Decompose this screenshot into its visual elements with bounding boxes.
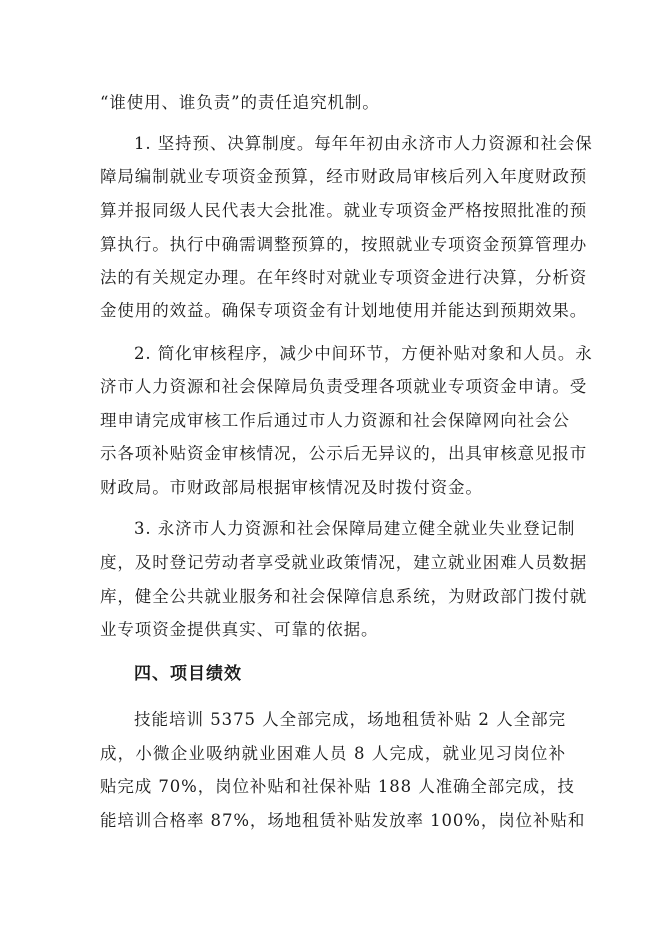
paragraph-2-line-1: 2. 简化审核程序，减少中间环节，方便补贴对象和人员。永 [134,344,593,363]
performance-line-1: 技能培训 5375 人全部完成，场地租赁补贴 2 人全部完 [134,710,566,729]
paragraph-2-line-3: 理申请完成审核工作后通过市人力资源和社会保障网向社会公 [100,411,570,430]
intro-line: “谁使用、谁负责”的责任追究机制。 [100,93,380,112]
paragraph-1-line-3: 算并报同级人民代表大会批准。就业专项资金严格按照批准的预 [100,201,588,220]
paragraph-3-line-3: 库，健全公共就业服务和社会保障信息系统，为财政部门拨付就 [100,587,588,606]
paragraph-2-line-2: 济市人力资源和社会保障局负责受理各项就业专项资金申请。受 [100,377,588,396]
performance-line-2: 成，小微企业吸纳就业困难人员 8 人完成，就业见习岗位补 [100,744,566,763]
paragraph-2-line-4: 示各项补贴资金审核情况，公示后无异议的，出具审核意见报市 [100,444,588,463]
paragraph-3-line-4: 业专项资金提供真实、可靠的依据。 [100,620,379,639]
paragraph-3-line-1: 3. 永济市人力资源和社会保障局建立健全就业失业登记制 [134,519,576,538]
paragraph-2-line-5: 财政局。市财政部局根据审核情况及时拨付资金。 [100,478,483,497]
performance-line-3: 贴完成 70%，岗位补贴和社保补贴 188 人准确全部完成，技 [100,777,575,796]
paragraph-1-line-6: 金使用的效益。确保专项资金有计划地使用并能达到预期效果。 [100,301,588,320]
section-heading: 四、项目绩效 [134,664,242,684]
paragraph-1-line-2: 障局编制就业专项资金预算，经市财政局审核后列入年度财政预 [100,167,588,186]
paragraph-1-line-5: 法的有关规定办理。在年终时对就业专项资金进行决算，分析资 [100,268,588,287]
paragraph-1-line-1: 1. 坚持预、决算制度。每年年初由永济市人力资源和社会保 [134,134,593,153]
paragraph-1-line-4: 算执行。执行中确需调整预算的，按照就业专项资金预算管理办 [100,235,588,254]
performance-line-4: 能培训合格率 87%，场地租赁补贴发放率 100%，岗位补贴和 [100,811,586,830]
paragraph-3-line-2: 度，及时登记劳动者享受就业政策情况，建立就业困难人员数据 [100,553,588,572]
